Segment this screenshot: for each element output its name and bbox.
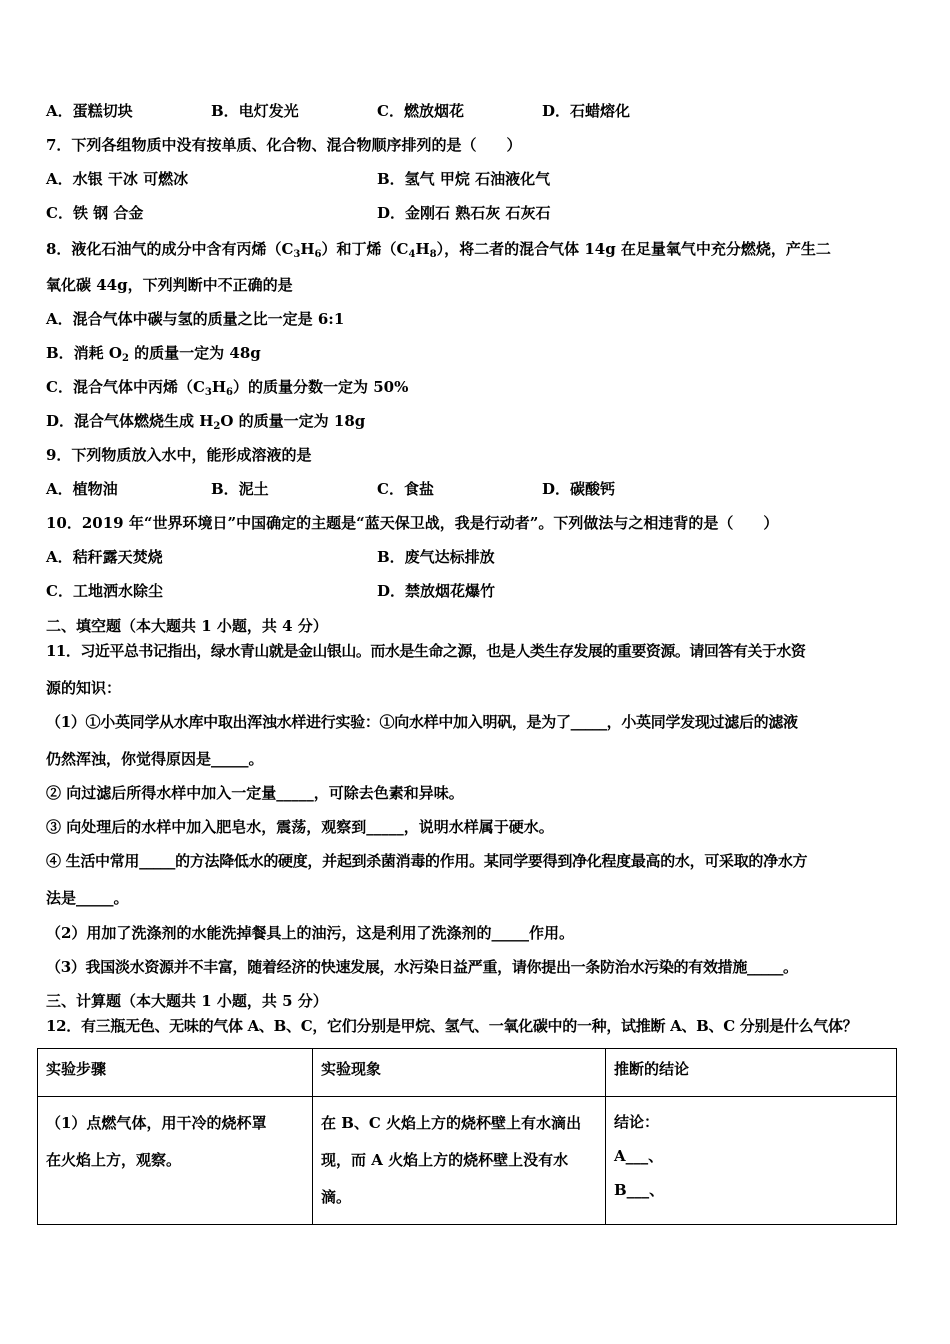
q11-line5: ② 向过滤后所得水样中加入一定量_____，可除去色素和异味。 [46,784,464,802]
experiment-table [37,1048,897,1225]
q8-option-c: C．混合气体中丙烯$(C_3H_6)$的质量分数一定为 50% [46,378,409,398]
q11-line8: 法是_____。 [46,889,129,907]
concl-line1: 结论： [614,1113,660,1131]
q11-line10: （3）我国淡水资源并不丰富，随着经济的快速发展，水污染日益严重，请你提出一条防治水污染的有效措施_____。 [46,958,798,976]
step-line2: 在火焰上方，观察。 [46,1151,182,1169]
table-row [38,1097,897,1225]
q10-option-c: C．工地洒水除尘 [46,582,163,600]
q9-option-b: B．泥土 [211,480,269,498]
q8-option-a: A．混合气体中碳与氢的质量之比一定是 6:1 [46,310,345,328]
q7-option-d: D．金刚石 熟石灰 石灰石 [377,204,551,222]
step-line1: （1）点燃气体，用干冷的烧杯罩 [46,1114,267,1132]
q6-option-d: D．石蜡熔化 [542,102,631,120]
phen-line2: 现，而 A 火焰上方的烧杯壁上没有水 [321,1151,569,1169]
q8-option-b: B．消耗 $O_2$ 的质量一定为 48g [46,344,261,364]
header-step: 实验步骤 [38,1049,313,1097]
q9-stem: 9．下列物质放入水中，能形成溶液的是 [46,446,312,464]
q9-option-c: C．食盐 [377,480,434,498]
q8-stem-line2: 氧化碳 44g，下列判断中不正确的是 [46,276,293,294]
cell-step [38,1097,313,1225]
q9-option-d: D．碳酸钙 [542,480,616,498]
phen-line1: 在 B、C 火焰上方的烧杯壁上有水滴出 [321,1114,582,1132]
section3-title: 三、计算题（本大题共 1 小题，共 5 分） [46,992,328,1010]
header-phenomenon: 实验现象 [313,1049,606,1097]
section2-title: 二、填空题（本大题共 1 小题，共 4 分） [46,617,328,635]
q7-stem: 7．下列各组物质中没有按单质、化合物、混合物顺序排列的是（ ） [46,136,522,154]
q9-option-a: A．植物油 [46,480,118,498]
q6-option-c: C．燃放烟花 [377,102,464,120]
table-header-row [38,1049,897,1097]
q10-option-b: B．废气达标排放 [377,548,495,566]
cell-phenomenon [313,1097,606,1225]
q11-line7: ④ 生活中常用_____的方法降低水的硬度，并起到杀菌消毒的作用。某同学要得到净化程度最高的水，可采取的净水方 [46,852,808,870]
q11-line9: （2）用加了洗涤剂的水能洗掉餐具上的油污，这是利用了洗涤剂的_____作用。 [46,924,574,942]
header-conclusion: 推断的结论 [606,1049,897,1097]
q8-stem-line1: 8．液化石油气的成分中含有丙烯$(C_3H_6)$和丁烯$(C_4H_8)$，将二者的混合气体 14g 在足量氧气中充分燃烧，产生二 [46,240,831,260]
cell-conclusion [606,1097,897,1225]
q11-line2: 源的知识： [46,679,122,697]
q11-line6: ③ 向处理后的水样中加入肥皂水，震荡，观察到_____，说明水样属于硬水。 [46,818,554,836]
q11-line3: （1）①小英同学从水库中取出浑浊水样进行实验：①向水样中加入明矾，是为了_____，小英同学发现过滤后的滤液 [46,713,798,731]
q10-option-a: A．秸秆露天焚烧 [46,548,163,566]
concl-line2: A___、 [614,1147,664,1165]
q10-option-d: D．禁放烟花爆竹 [377,582,496,600]
q7-option-a: A．水银 干冰 可燃冰 [46,170,189,188]
q8-option-d: D．混合气体燃烧生成 $H_2O$ 的质量一定为 18g [46,412,366,432]
phen-line3: 滴。 [321,1188,352,1206]
q10-stem: 10．2019 年“世界环境日”中国确定的主题是“蓝天保卫战，我是行动者”。下列做法与之相违背的是（ ） [46,514,779,532]
q11-line1: 11．习近平总书记指出，绿水青山就是金山银山。而水是生命之源，也是人类生存发展的重要资源。请回答有关于水资 [46,642,806,660]
q6-option-a: A．蛋糕切块 [46,102,133,120]
q7-option-c: C．铁 钢 合金 [46,204,144,222]
q12-stem: 12．有三瓶无色、无味的气体 A、B、C，它们分别是甲烷、氢气、一氧化碳中的一种，试推断 A、B、C 分别是什么气体？ [46,1017,858,1035]
q6-option-b: B．电灯发光 [211,102,299,120]
q7-option-b: B．氢气 甲烷 石油液化气 [377,170,551,188]
q11-line4: 仍然浑浊，你觉得原因是_____。 [46,750,264,768]
concl-line3: B___、 [614,1181,665,1199]
